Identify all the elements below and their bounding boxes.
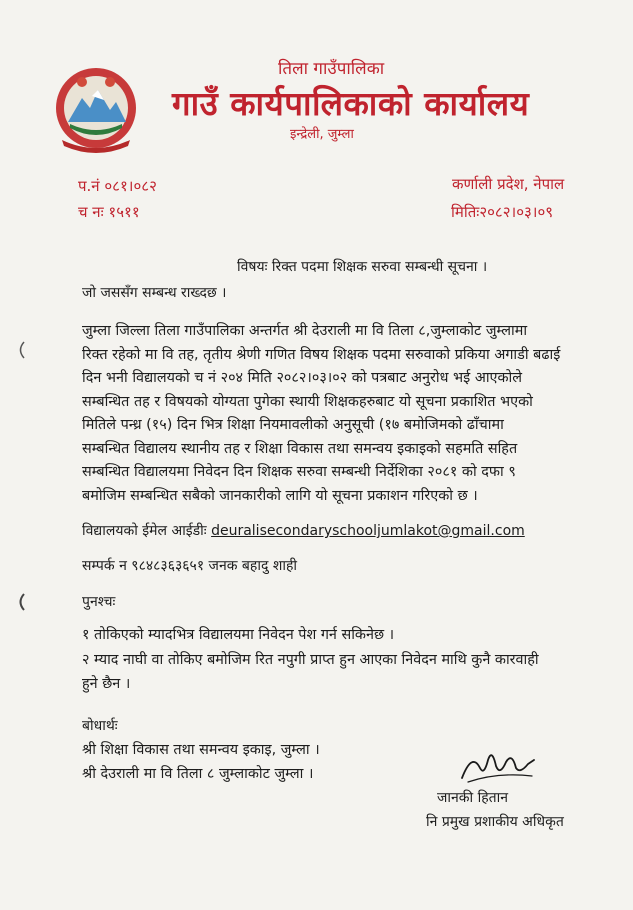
body-line: जुम्ला जिल्ला तिला गाउँपालिका अन्तर्गत श्री देउराली मा वि तिला ८,जुम्लाकोट जुम्लामा [82, 323, 528, 339]
signatory-designation: नि प्रमुख प्रशाकीय अधिकृत [426, 814, 564, 830]
ps-heading: पुनश्चः [82, 594, 116, 610]
cc-recipient-2: श्री देउराली मा वि तिला ८ जुम्लाकोट जुम्ला । [82, 766, 314, 782]
signature-icon [458, 742, 538, 786]
body-line: बमोजिम सम्बन्धित सबैको जानकारीको लागि यो सूचना प्रकाशन गरिएको छ । [82, 487, 478, 504]
ps-item-2-continued: हुने छैन । [82, 676, 131, 692]
body-line: सम्बन्धित तह र विषयको योग्यता पुगेका स्थायी शिक्षकहरुबाट यो सूचना प्रकाशित भएको [82, 393, 533, 410]
email-label: विद्यालयको ईमेल आईडीः [82, 523, 207, 539]
body-line: दिन भनी विद्यालयको च नं २०४ मिति २०८२।०३।०२ को पत्रबाट अनुरोध भई आएकोले [82, 370, 523, 386]
body-line: सम्बन्धित विद्यालयमा निवेदन दिन शिक्षक सरुवा सम्बन्धी निर्देशिका २०८१ को दफा ९ [82, 464, 516, 480]
body-line: सम्बन्धित विद्यालय स्थानीय तह र शिक्षा विकास तथा समन्वय इकाइको सहमति सहित [82, 440, 518, 457]
margin-mark-icon [14, 340, 28, 360]
nepal-emblem-icon [52, 62, 140, 154]
municipality-name: तिला गाउँपालिका [278, 59, 385, 79]
cc-heading: बोधार्थः [82, 718, 118, 734]
office-title: गाउँ कार्यपालिकाको कार्यालय [172, 84, 530, 123]
contact-line: सम्पर्क न ९८४८३६३६५१ जनक बहादु शाही [82, 558, 298, 574]
signatory-name: जानकी हितान [437, 790, 509, 806]
email-row [82, 521, 525, 540]
body-line: रिक्त रहेको मा वि तह, तृतीय श्रेणी गणित विषय शिक्षक पदमा सरुवाको प्रकिया अगाडी बढाई [82, 346, 561, 363]
ps-item-2: २ म्याद नाघी वा तोकिए बमोजिम रित नपुगी प्राप्त हुन आएका निवेदन माथि कुनै कारवाही [82, 652, 539, 668]
letter-date: मितिः२०८२।०३।०९ [451, 203, 554, 221]
dispatch-number: च नः १५११ [78, 203, 140, 221]
cc-recipient-1: श्री शिक्षा विकास तथा समन्वय इकाइ, जुम्ला । [82, 742, 320, 758]
office-address: इन्द्रेली, जुम्ला [290, 127, 354, 142]
reference-number: प.नं ०८१।०८२ [78, 177, 157, 195]
subject-line: विषयः रिक्त पदमा शिक्षक सरुवा सम्बन्धी सूचना । [237, 259, 488, 275]
margin-mark-icon [14, 592, 28, 612]
province-label: कर्णाली प्रदेश, नेपाल [452, 175, 565, 193]
body-paragraph [82, 320, 580, 508]
ps-item-1: १ तोकिएको म्यादभित्र विद्यालयमा निवेदन पेश गर्न सकिनेछ । [82, 627, 395, 643]
email-link[interactable]: deuralisecondaryschooljumlakot@gmail.com [211, 523, 525, 539]
salutation: जो जससँग सम्बन्ध राख्दछ । [82, 285, 227, 301]
body-line: मितिले पन्ध्र (१५) दिन भित्र शिक्षा नियमावलीको अनुसूची (१७ बमोजिमको ढाँचामा [82, 417, 504, 433]
